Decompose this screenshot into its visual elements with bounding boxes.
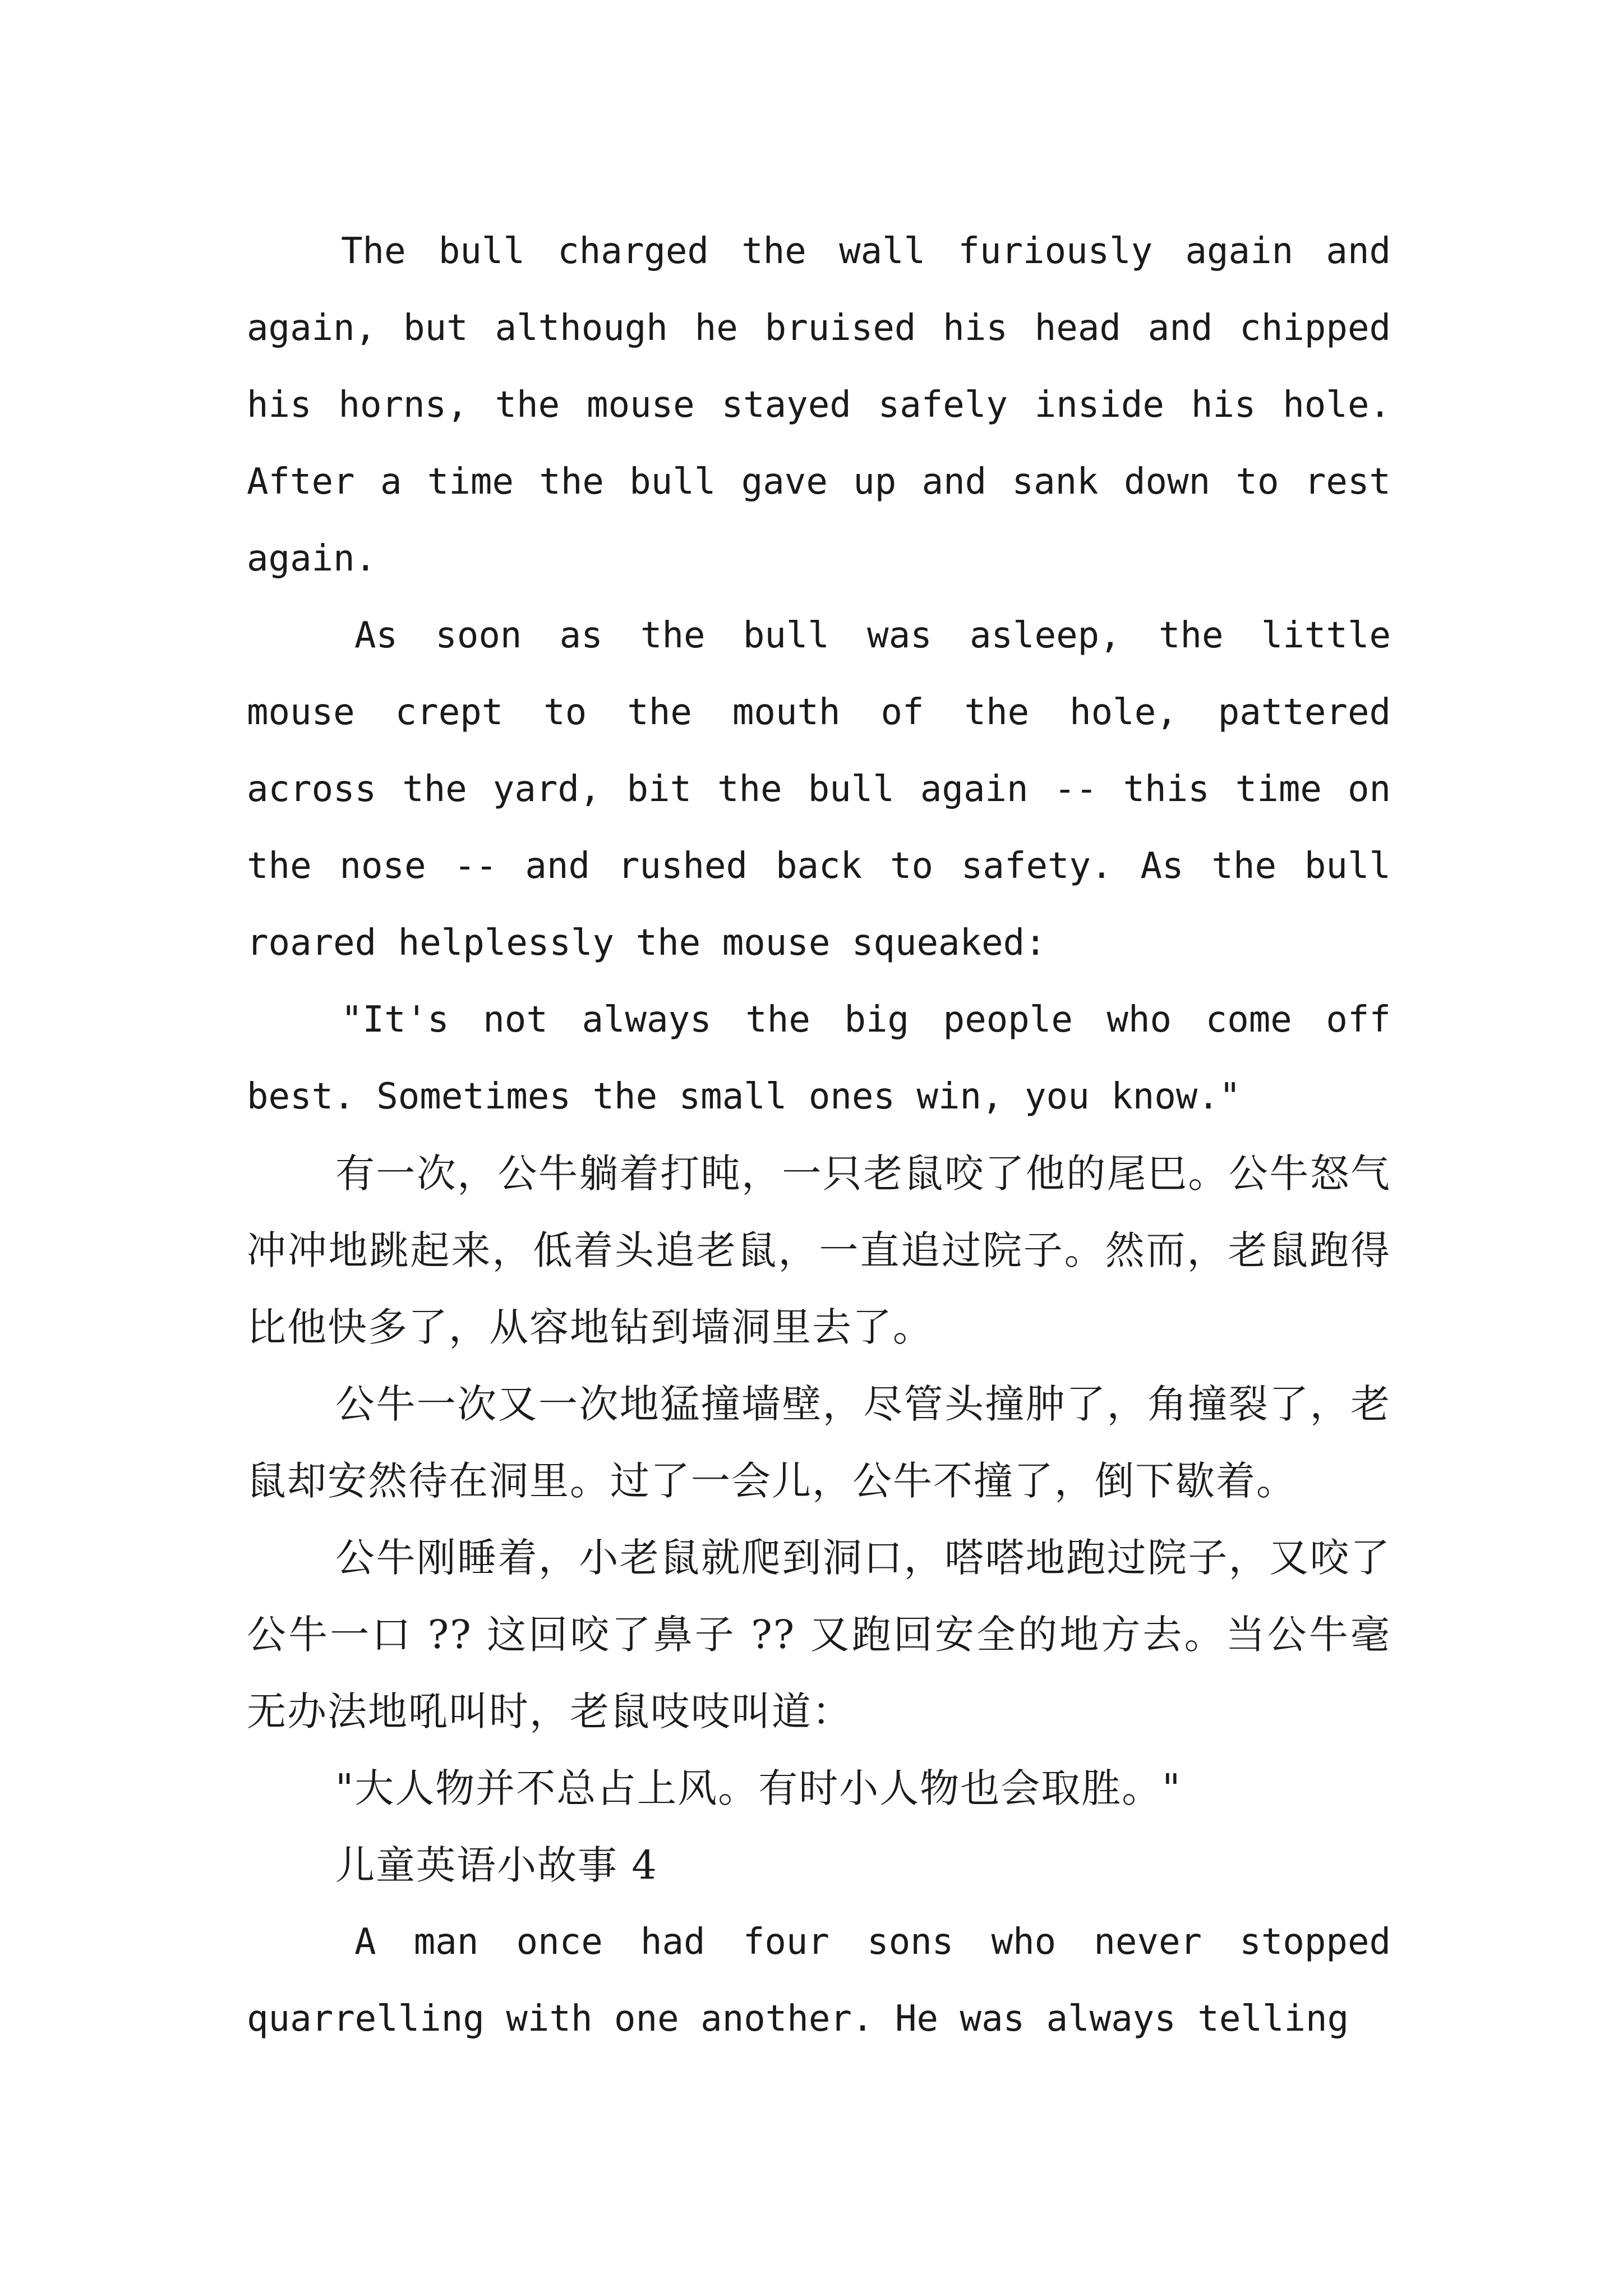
paragraph-zh-2: 公牛一次又一次地猛撞墙壁，尽管头撞肿了，角撞裂了，老鼠却安然待在洞里。过了一会儿，公牛不撞了，倒下歇着。 [247, 1381, 1391, 1504]
paragraph-en-2: As soon as the bull was asleep, the little mouse crept to the mouth of the hole, pattered across the yard, bit the bull again -- this time on the nose -- and rushed back to safety. As the bull roared helplessly the mouse squeaked: [247, 615, 1391, 964]
paragraph-en-1: The bull charged the wall furiously again and again, but although he bruised his head and chipped his horns, the mouse stayed safely inside his hole. After a time the bull gave up and sank down to rest again. [247, 231, 1391, 579]
paragraph-zh-1: 有一次，公牛躺着打盹，一只老鼠咬了他的尾巴。公牛怒气冲冲地跳起来，低着头追老鼠，一直追过院子。然而，老鼠跑得比他快多了，从容地钻到墙洞里去了。 [247, 1151, 1391, 1350]
paragraph-zh-3: 公牛刚睡着，小老鼠就爬到洞口，嗒嗒地跑过院子，又咬了公牛一口 ?? 这回咬了鼻子 ?? 又跑回安全的地方去。当公牛毫无办法地吼叫时，老鼠吱吱叫道： [247, 1535, 1391, 1734]
paragraph-en-4: A man once had four sons who never stopped quarrelling with one another. He was always telling [247, 1921, 1391, 2040]
document-body [247, 213, 1391, 2058]
story-heading: 儿童英语小故事 4 [335, 1842, 658, 1888]
paragraph-en-3: "It's not always the big people who come off best. Sometimes the small ones win, you know." [247, 999, 1391, 1117]
paragraph-zh-4: "大人物并不总占上风。有时小人物也会取胜。" [335, 1765, 1182, 1811]
